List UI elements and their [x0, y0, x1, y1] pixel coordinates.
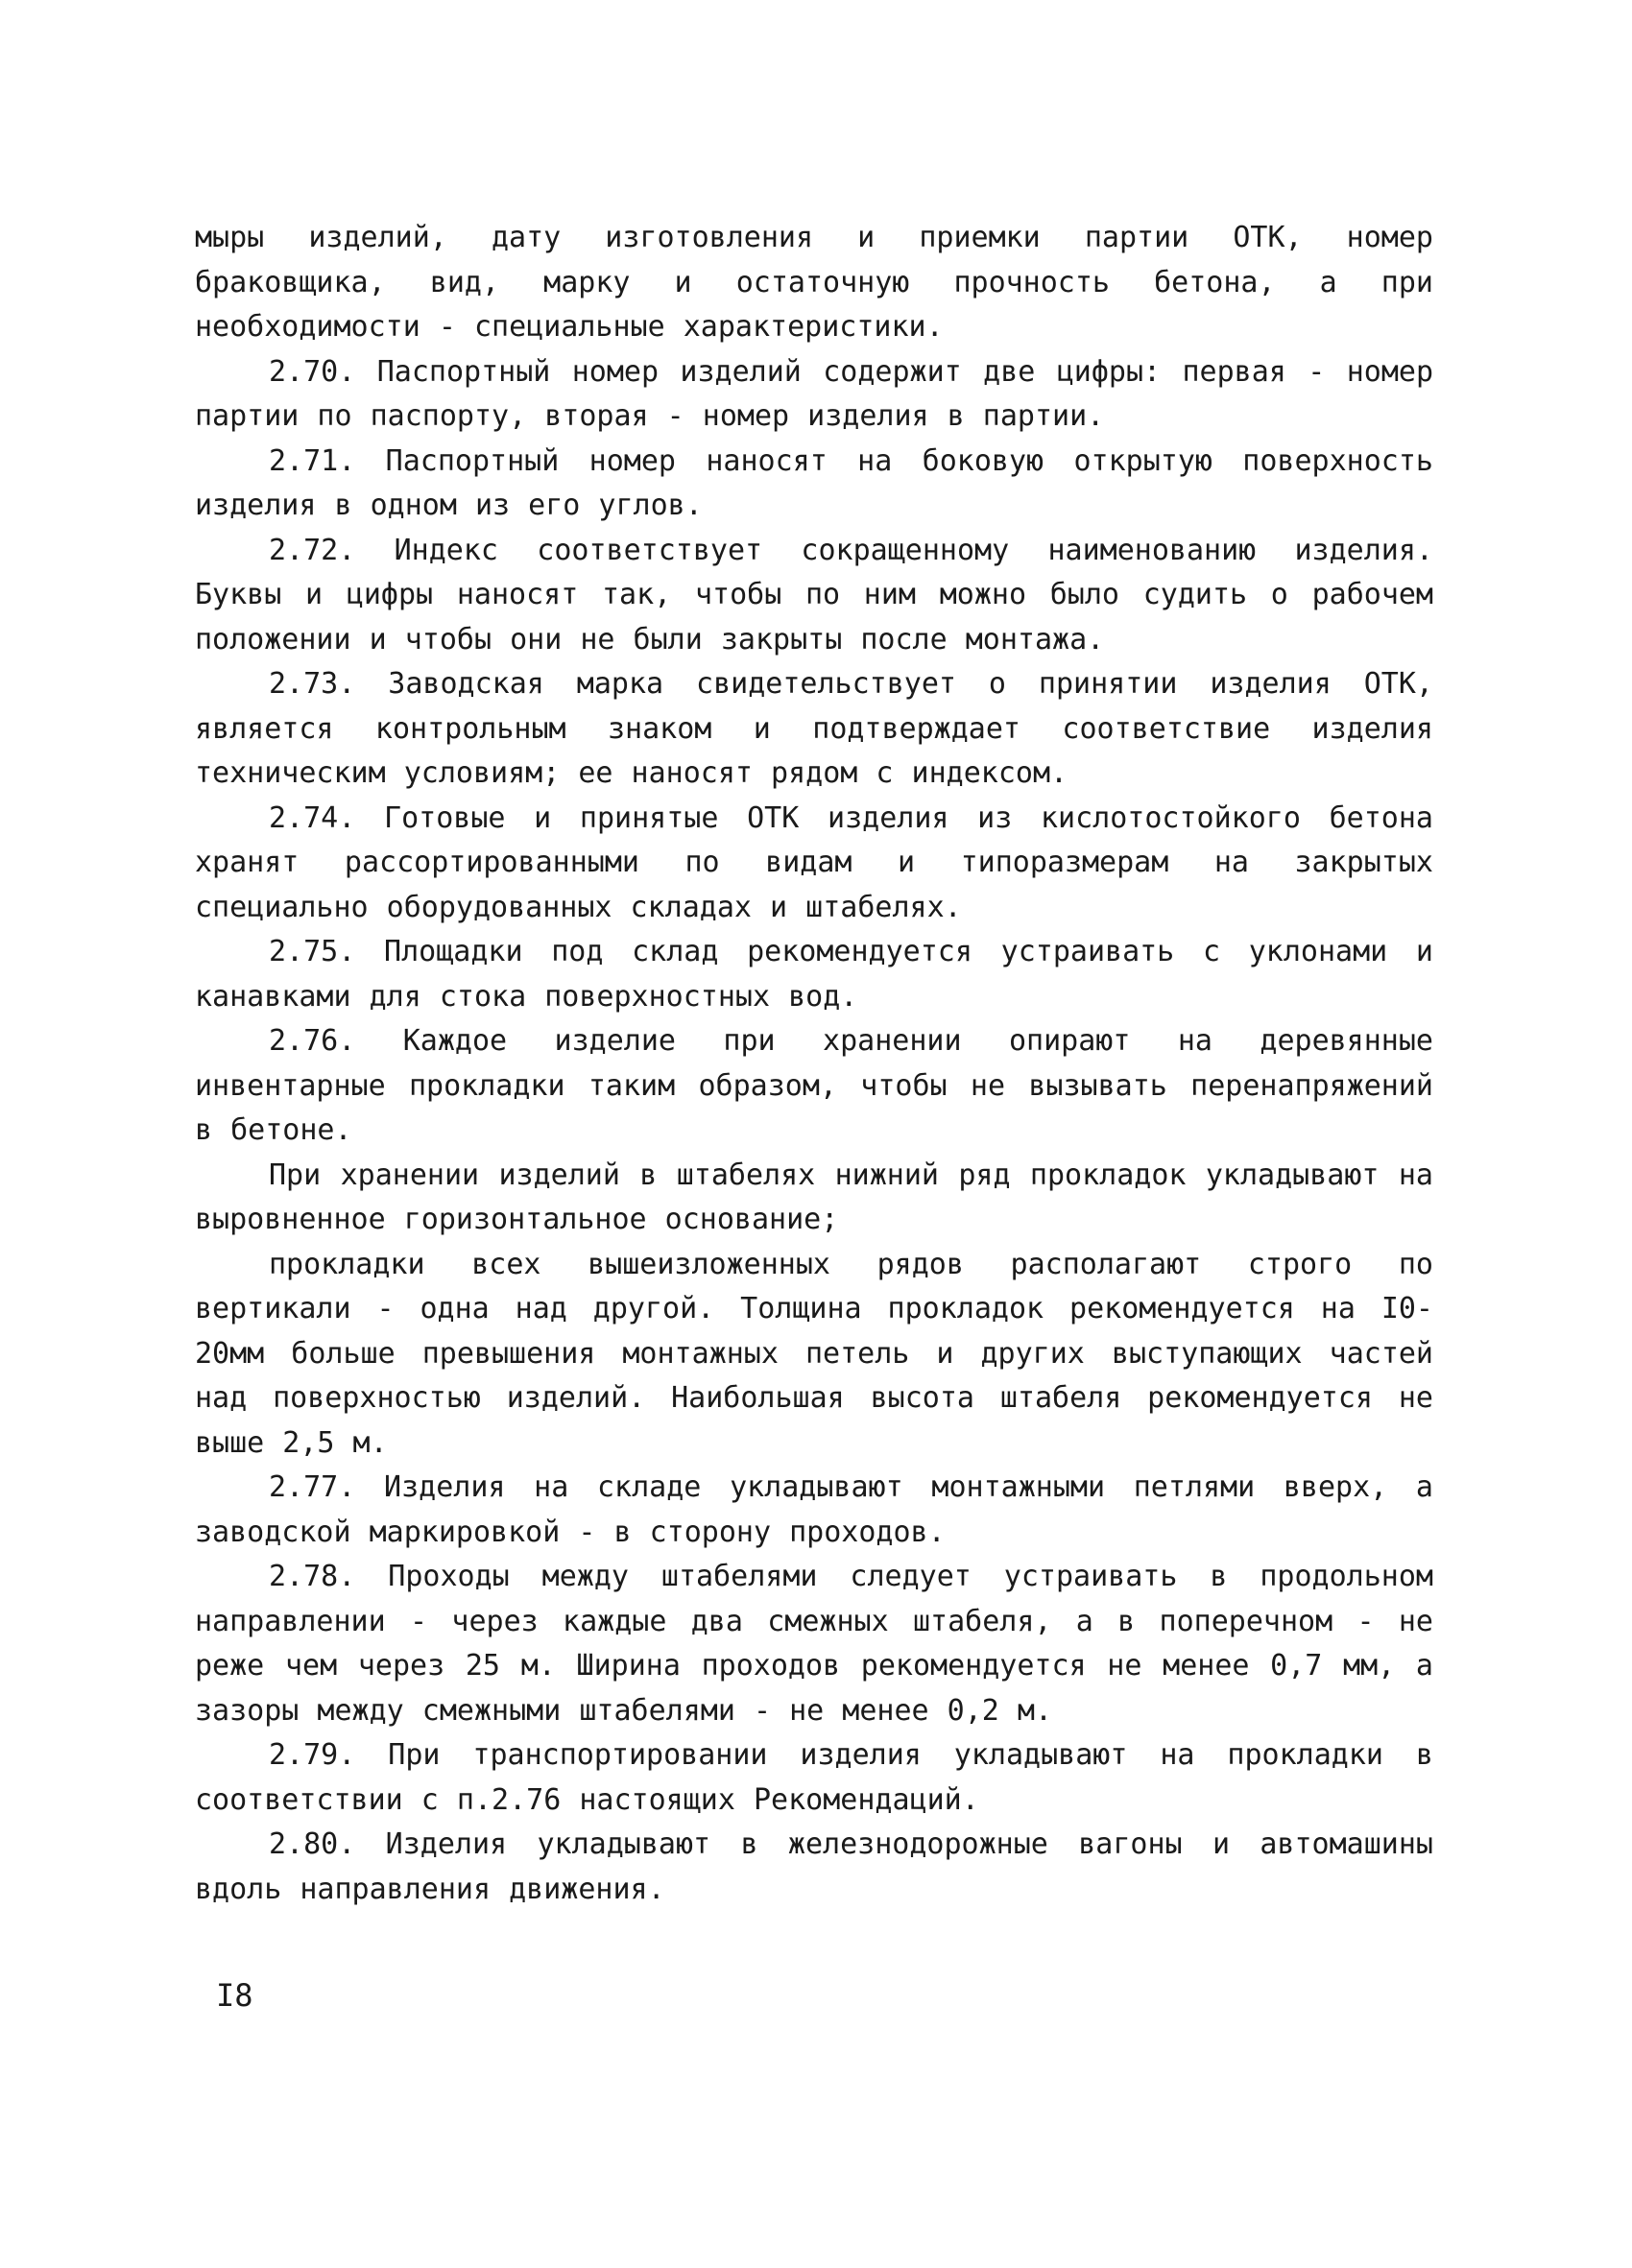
paragraph-2-73: 2.73. Заводская марка свидетельствует о принятии изделия ОТК, является контрольным знаком и подтверждает соответствие изделия техническим условиям; ее наносят рядом с индексом.: [195, 667, 1433, 790]
paragraph-2-76: 2.76. Каждое изделие при хранении опирают на деревянные инвентарные прокладки таким образом, чтобы не вызывать перенапряжений в бетоне.: [195, 1024, 1433, 1147]
paragraph-2-78: 2.78. Проходы между штабелями следует устраивать в продольном направлении - через каждые два смежных штабеля, а в поперечном - не реже чем через 25 м. Ширина проходов рекомендуется не менее 0,7 мм, а зазоры между смежными штабелями - не менее 0,2 м.: [195, 1560, 1433, 1728]
paragraph-2-75: 2.75. Площадки под склад рекомендуется устраивать с уклонами и канавками для стока поверхностных вод.: [195, 935, 1433, 1014]
paragraph-storage-stacks: При хранении изделий в штабелях нижний ряд прокладок укладывают на выровненное горизонтальное основание;: [195, 1158, 1433, 1236]
page-body: [195, 216, 1433, 1912]
paragraph-2-72: 2.72. Индекс соответствует сокращенному наименованию изделия. Буквы и цифры наносят так, чтобы по ним можно было судить о рабочем положении и чтобы они не были закрыты после монтажа.: [195, 533, 1433, 657]
paragraph-2-71: 2.71. Паспортный номер наносят на боковую открытую поверхность изделия в одном из его углов.: [195, 443, 1433, 522]
paragraph-2-70: 2.70. Паспортный номер изделий содержит две цифры: первая - номер партии по паспорту, вторая - номер изделия в партии.: [195, 354, 1433, 433]
paragraph-2-80: 2.80. Изделия укладывают в железнодорожные вагоны и автомашины вдоль направления движения.: [195, 1827, 1433, 1906]
paragraph-2-79: 2.79. При транспортировании изделия укладывают на прокладки в соответствии с п.2.76 настоящих Рекомендаций.: [195, 1738, 1433, 1817]
paragraph-2-77: 2.77. Изделия на складе укладывают монтажными петлями вверх, а заводской маркировкой - в сторону проходов.: [195, 1470, 1433, 1549]
paragraph-2-74: 2.74. Готовые и принятые ОТК изделия из кислотостойкого бетона хранят рассортированными по видам и типоразмерам на закрытых специально оборудованных складах и штабелях.: [195, 800, 1433, 924]
paragraph-continuation: мыры изделий, дату изготовления и приемки партии ОТК, номер браковщика, вид, марку и остаточную прочность бетона, а при необходимости - специальные характеристики.: [195, 221, 1433, 344]
paragraph-spacers: прокладки всех вышеизложенных рядов располагают строго по вертикали - одна над другой. Толщина прокладок рекомендуется на I0-20мм больше превышения монтажных петель и других выступающих частей над поверхностью изделий. Наибольшая высота штабеля рекомендуется не выше 2,5 м.: [195, 1247, 1433, 1460]
page-number: I8: [216, 1977, 253, 2014]
